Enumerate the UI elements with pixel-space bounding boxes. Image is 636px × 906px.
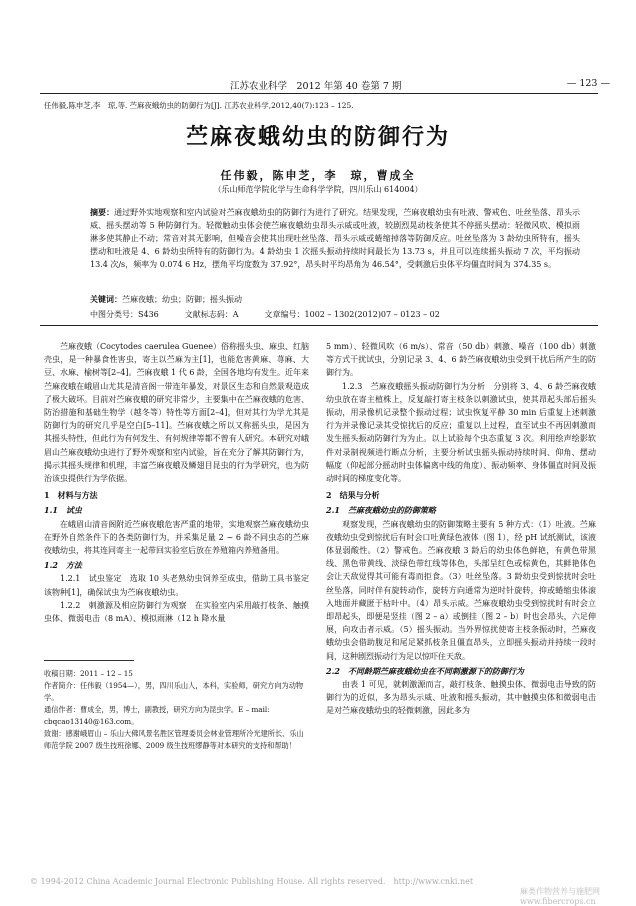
footnote: 通信作者：曹成全，男，博士，副教授，研究方向为昆虫学。E – mail: cbqcao13140@163.com。: [44, 705, 270, 726]
journal-info: 江苏农业科学 2012 年第 40 卷第 7 期: [230, 81, 402, 92]
left-column: [44, 340, 309, 625]
right-column: [326, 340, 596, 718]
paragraph: 1.2.1 试虫鉴定 选取 10 头老熟幼虫饲养至成虫，借助工具书鉴定该物种[1]，确保试虫为苎麻夜蛾幼虫。: [44, 574, 309, 597]
footnote: 作者简介：任伟毅（1954—），男，四川乐山人，本科，实验师，研究方向为动物学。: [44, 681, 304, 702]
running-header: [230, 78, 610, 92]
paragraph: 由表 1 可见，就刺激源而言，敲打枝条、触摸虫体、微弱电击导致的防御行为的近似，多为昂头示威、吐液和摇头振动，其中触摸虫体和微弱电击是对苎麻夜蛾幼虫的轻微刺激，因此多为: [326, 680, 596, 716]
keywords-label: 关键词：: [90, 294, 122, 304]
abstract: [90, 206, 580, 272]
section-heading: 1 材料与方法: [44, 490, 98, 501]
clc-number: 中图分类号：S436: [90, 310, 159, 319]
section-heading: 1.2 方法: [44, 560, 82, 571]
keywords: [90, 294, 580, 305]
section-rule: [40, 325, 598, 326]
paragraph: 1.2.3 苎麻夜蛾摇头振动防御行为分析 分别将 3、4、6 龄苎麻夜蛾幼虫放在寄主植株上，反复敲打寄主枝条以刺激试虫，使其昂起头部后摇头振动，用录像机记录整个振动过程；试虫恢复平静 30 min 后重复上述刺激行为并录像记录其受惊扰后的反应；重复以上过程，直至试虫不再因刺激而发生摇头振动防御行为为止。以上试验每个虫态重复 3 次。利用绘声绘影软件对录制视频进行断点分析，主要分析试虫摇头振动持续时间、仰角、摆动幅度（仰起部分摇动时虫体偏离中线的角度）、振动频率、身体僵直时间及振动时间的梯度变化等。: [326, 381, 596, 484]
header-rule: [40, 93, 598, 94]
affiliation: （乐山师范学院化学与生命科学学院，四川乐山 614004）: [213, 185, 423, 194]
section-heading: 1.1 试虫: [44, 505, 82, 516]
citation-line: 任伟毅,陈申芝,李 琼,等. 苎麻夜蛾幼虫的防御行为[J]. 江苏农业科学,2012,40(7):123 – 125.: [44, 101, 354, 110]
classification-line: [90, 309, 590, 320]
document-code: 文献标志码：A: [184, 310, 239, 319]
abstract-text: 通过野外实地观察和室内试验对苎麻夜蛾幼虫的防御行为进行了研究。结果发现，苎麻夜蛾幼虫有吐液、警戒色、吐丝坠落、昂头示威、摇头摆动等 5 种防御行为。轻微触动虫体会使苎麻夜蛾幼虫昂头示威或吐液，较剧烈晃动枝条使其不停摇头摆动：轻微风吹、模拟雨淋多使其静止不动；常音对其无影响，但噪音会使其出现吐丝坠落、昂头示威或蜷缩掉落等防御反应。吐丝坠落为 3 龄幼虫所特有，摇头摆动和吐液是 4、6 龄幼虫所特有的防御行为。4 龄幼虫 1 次摇头振动持续时间最长为 13.73 s，并且可以连续摇头振动 7 次，平均振动 13.4 次/s，频率为 0.074 6 Hz，摆角平均度数为 37.92°，昂头时平均昂角为 46.54°，受刺激后虫体平均僵直时间为 374.35 s。: [90, 208, 581, 269]
paper-title: 苎麻夜蛾幼虫的防御行为: [185, 124, 450, 150]
page-number: — 123 —: [566, 78, 610, 89]
paragraph: 5 mm）、轻微风吹（6 m/s）、常音（50 db）刺激、噪音（100 db）刺激等方式干扰试虫，分别记录 3、4、6 龄苎麻夜蛾幼虫受到干扰后所产生的防御行为。: [326, 342, 596, 378]
footnote: 收稿日期：2011 – 12 – 15: [44, 669, 133, 678]
keywords-text: 苎麻夜蛾；幼虫；防御；摇头振动: [122, 295, 242, 304]
article-number: 文章编号：1002 – 1302(2012)07 – 0123 – 02: [264, 310, 440, 319]
watermark: 麻类作物营养与施肥网 www.fibercrops.cn: [520, 887, 600, 906]
section-heading: 2.2 不同龄期苎麻夜蛾幼虫在不同刺激源下的防御行为: [326, 665, 524, 676]
footnote: 致谢：感谢峨眉山 – 乐山大佛风景名胜区管理委员会林业管理所冷光建所长、乐山师范学院 2007 级生技班徐娜、2009 级生技班缪静等对本研究的支持和帮助！: [44, 729, 304, 750]
abstract-label: 摘要：: [90, 207, 115, 217]
copyright-footer: © 1994-2012 China Academic Journal Electronic Publishing House. All rights reserved. http://www.cnki.net: [30, 877, 474, 886]
footnote-rule: [44, 660, 134, 661]
paragraph: 1.2.2 刺激源及相应防御行为观察 在实验室内采用敲打枝条、触摸虫体、微弱电击（8 mA）、模拟雨淋（12 h 降水量: [44, 600, 309, 624]
author-list: 任伟毅，陈申芝，李 琼，曹成全: [220, 169, 416, 182]
paragraph: 苎麻夜蛾（Cocytodes caerulea Guenee）俗称摇头虫、麻虫、红脑壳虫，是一种暴食性害虫，寄主以苎麻为主[1]，也能危害黄麻、荨麻、大豆、水麻、榆树等[2–4]。苎麻夜蛾 1 代 6 龄，全国各地均有发生。近年来苎麻夜蛾在峨眉山尤其是清音阁一带连年暴发，对景区生态和自然景观造成了极大破坏。目前对苎麻夜蛾的研究非常少，主要集中在苎麻夜蛾的危害、防治措施和基础生物学（越冬等）特性等方面[2–4]，但对其行为学尤其是防御行为的研究几乎是空白[5–11]。苎麻夜蛾之所以又称摇头虫，是因为其摇头特性，但此行为有何发生、有何规律等都不曾有人研究。本研究对峨眉山苎麻夜蛾幼虫进行了野外观察和室内试验，旨在充分了解其防御行为，揭示其摇头规律和机理，丰富苎麻夜蛾及鳞翅目昆虫的行为学研究，也为防治该虫提供行为学依据。: [44, 342, 309, 484]
section-heading: 2 结果与分析: [326, 490, 380, 501]
paragraph: 在峨眉山清音阁附近苎麻夜蛾危害严重的地带，实地观察苎麻夜蛾幼虫在野外自然条件下的各类防御行为，并采集足量 2 ~ 6 龄不同虫态的苎麻夜蛾幼虫，将其连同寄主一起带回实验室后放在养殖箱内养殖备用。: [44, 519, 309, 556]
footnotes: [44, 668, 309, 752]
section-heading: 2.1 苎麻夜蛾幼虫的防御策略: [326, 505, 436, 516]
paragraph: 观察发现，苎麻夜蛾幼虫的防御策略主要有 5 种方式：（1）吐液。苎麻夜蛾幼虫受到惊扰后有时会口吐黄绿色液体（图 1），经 pH 试纸测试，该液体显弱酸性。（2）警戒色。苎麻夜蛾 3 龄后的幼虫体色鲜艳，有黄色带黑线、黑色带黄线、淡绿色带红线等体色，头部呈红色或棕黄色，其鲜艳体色会让天敌觉得其可能有毒而拒食。（3）吐丝坠落。3 龄幼虫受到惊扰时会吐丝坠落，同时伴有旋转动作，旋转方向通常为逆时针旋转，抑或蜷缩虫体滚入地面并藏匿于枯叶中。（4）昂头示威。苎麻夜蛾幼虫受到惊扰时有时会立即昂起头，即便是竖挂（图 2 – a）或倒挂（图 2 – b）时也会昂头，六足伸展，向攻击者示威。（5）摇头振动。当外界惊扰使寄主枝条振动时，苎麻夜蛾幼虫会借助腹足和尾足紧抓枝条且僵直昂头，立即摇头振动并持续一段时间，这种剧烈振动行为足以惊吓住天敌。: [326, 519, 596, 661]
